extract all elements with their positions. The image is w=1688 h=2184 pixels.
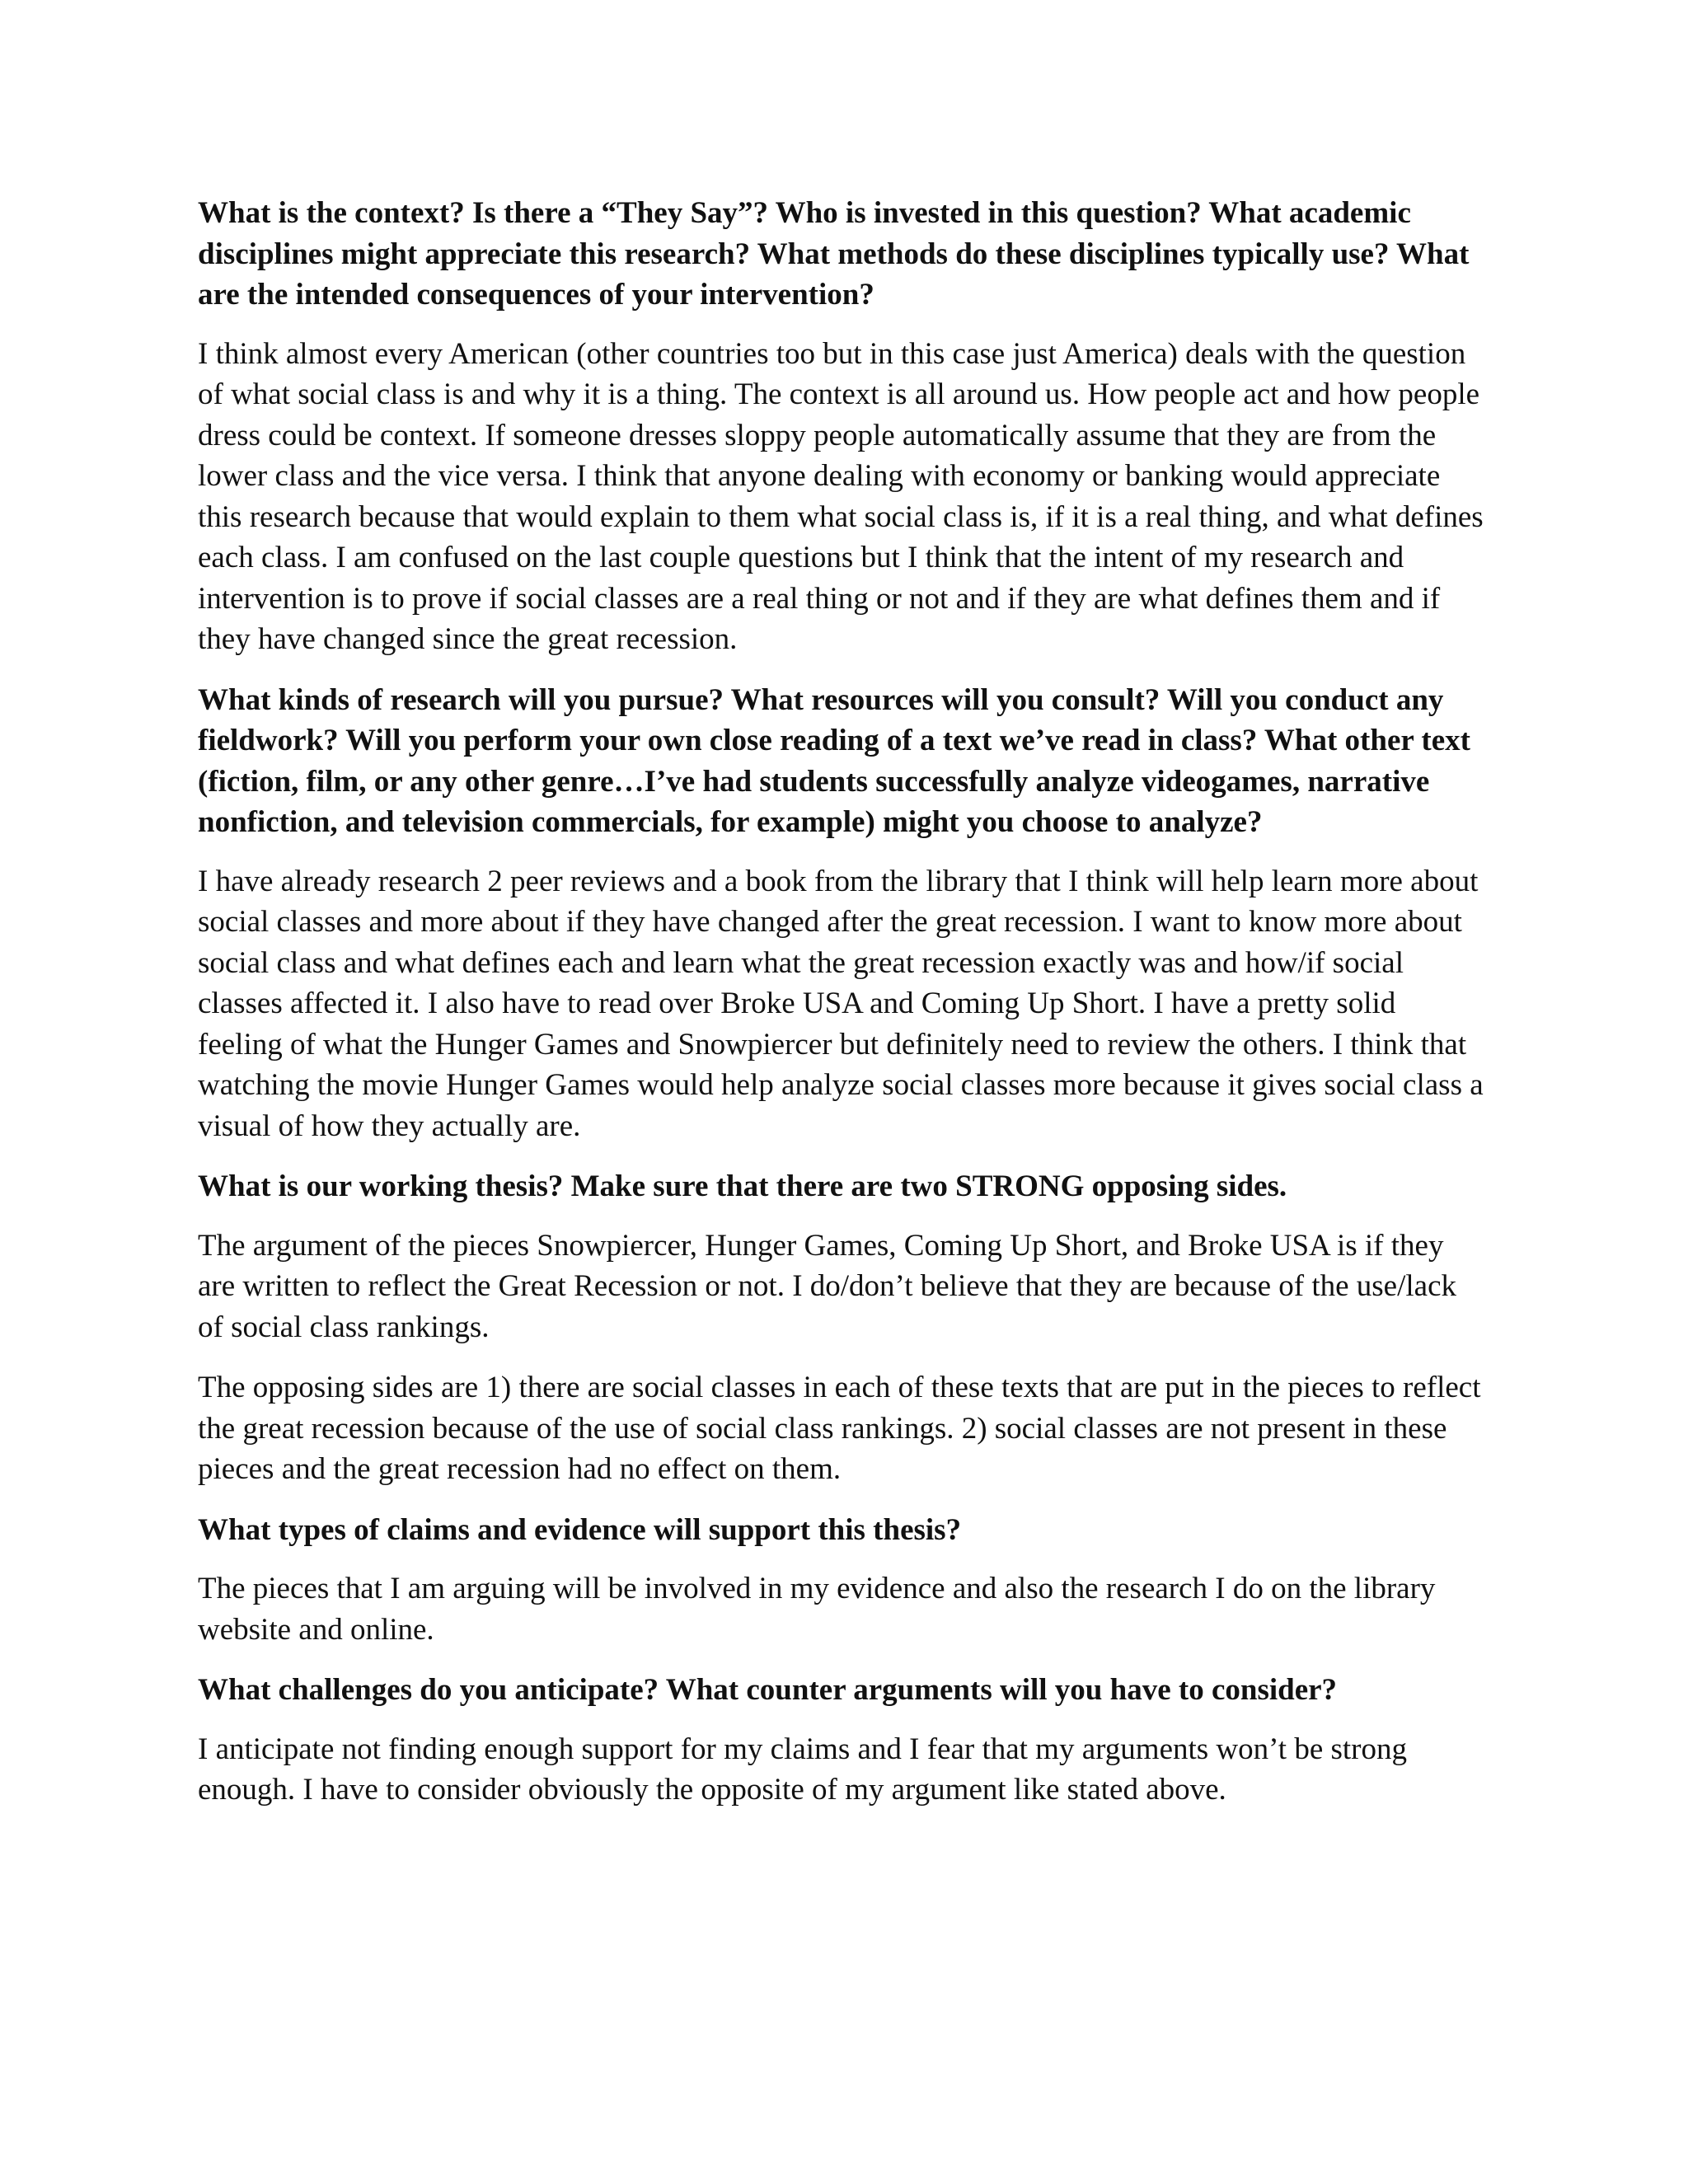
document-body <box>198 193 1484 1830</box>
answer-thesis-argument: The argument of the pieces Snowpiercer, Hunger Games, Coming Up Short, and Broke USA is if they are written to reflect the Great Recession or not. I do/don’t believe that they are because of the use/lack of social class rankings. <box>198 1228 1457 1344</box>
answer-challenges: I anticipate not finding enough support for my claims and I fear that my arguments won’t be strong enough. I have to consider obviously the opposite of my argument like stated above. <box>198 1732 1407 1807</box>
question-research: What kinds of research will you pursue? What resources will you consult? Will you conduct any fieldwork? Will you perform your own close reading of a text we’ve read in class? What other text (fiction, film, or any other genre…I’ve had students successfully analyze videogames, narrative nonfiction, and television commercials, for example) might you choose to analyze? <box>198 682 1470 839</box>
question-challenges: What challenges do you anticipate? What counter arguments will you have to consider? <box>198 1673 1338 1707</box>
question-evidence: What types of claims and evidence will support this thesis? <box>198 1512 962 1547</box>
answer-research: I have already research 2 peer reviews and a book from the library that I think will help learn more about social classes and more about if they have changed after the great recession. I want to know more about social class and what defines each and learn what the great recession exactly was and how/if social classes affected it. I also have to read over Broke USA and Coming Up Short. I have a pretty solid feeling of what the Hunger Games and Snowpiercer but definitely need to review the others. I think that watching the movie Hunger Games would help analyze social classes more because it gives social class a visual of how they actually are. <box>198 864 1484 1143</box>
question-context: What is the context? Is there a “They Say”? Who is invested in this question? What academic disciplines might appreciate this research? What methods do these disciplines typically use? What are the intended consequences of your intervention? <box>198 196 1470 312</box>
answer-evidence: The pieces that I am arguing will be involved in my evidence and also the research I do on the library website and online. <box>198 1572 1436 1647</box>
answer-context: I think almost every American (other countries too but in this case just America) deals with the question of what social class is and why it is a thing. The context is all around us. How people act and how people dress could be context. If someone dresses sloppy people automatically assume that they are from the lower class and the vice versa. I think that anyone dealing with economy or banking would appreciate this research because that would explain to them what social class is, if it is a real thing, and what defines each class. I am confused on the last couple questions but I think that the intent of my research and intervention is to prove if social classes are a real thing or not and if they are what defines them and if they have changed since the great recession. <box>198 336 1484 656</box>
answer-thesis-opposing-sides: The opposing sides are 1) there are social classes in each of these texts that are put in the pieces to reflect the great recession because of the use of social class rankings. 2) social classes are not present in these pieces and the great recession had no effect on them. <box>198 1371 1481 1486</box>
question-thesis: What is our working thesis? Make sure that there are two STRONG opposing sides. <box>198 1169 1287 1203</box>
